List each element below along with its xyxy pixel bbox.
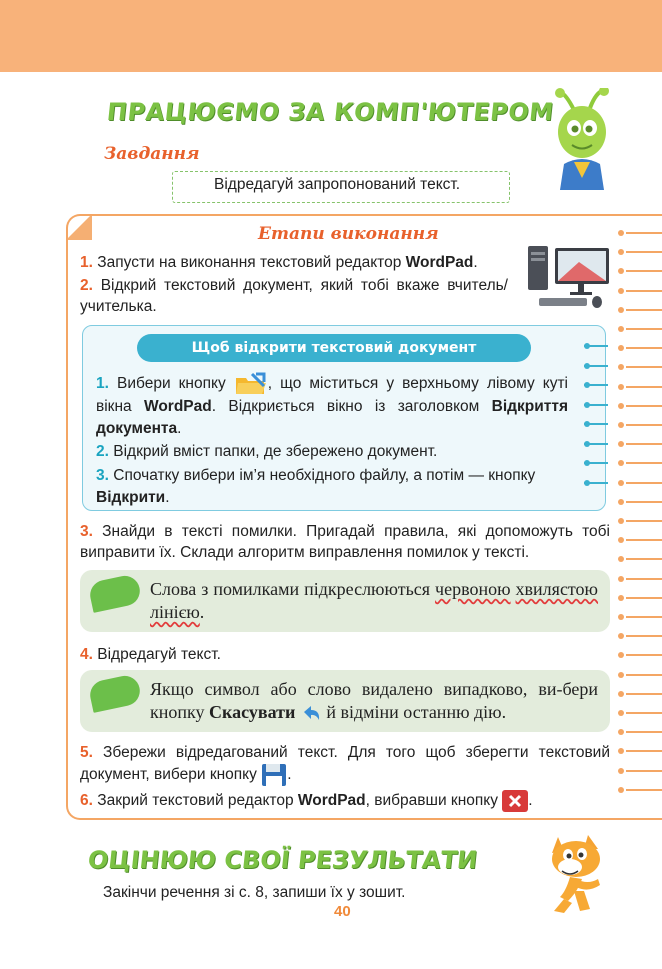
spiral-ring	[626, 693, 662, 695]
spiral-ring	[626, 674, 662, 676]
spiral-ring	[626, 539, 662, 541]
spiral-hole	[618, 787, 624, 793]
spiral-ring	[626, 386, 662, 388]
tip-box-2	[80, 670, 610, 732]
spiral-ring	[626, 290, 662, 292]
spiral-ring	[626, 501, 662, 503]
step-6: 6. Закрий текстовий редактор WordPad, вибравши кнопку .	[80, 790, 610, 812]
inner-spiral-ring	[584, 423, 608, 425]
tip-box-1	[80, 570, 610, 632]
undo-icon	[300, 704, 322, 724]
stages-title: Етапи виконання	[258, 224, 439, 244]
task-label: Завдання	[104, 144, 200, 164]
spiral-hole	[618, 422, 624, 428]
spiral-hole	[618, 614, 624, 620]
spiral-ring	[626, 578, 662, 580]
spiral-ring	[626, 482, 662, 484]
step-3: 3. Знайди в тексті помилки. Пригадай правила, які допоможуть тобі виправити їх. Склади алгоритм виправлення помилок у тексті.	[80, 523, 610, 561]
wordpad-file-menu-icon	[234, 372, 268, 396]
spiral-ring	[626, 520, 662, 522]
spiral-hole	[618, 691, 624, 697]
spiral-ring	[626, 328, 662, 330]
spiral-ring	[626, 443, 662, 445]
spiral-ring	[626, 366, 662, 368]
open-document-title: Щоб відкрити текстовий документ	[137, 334, 531, 362]
spiral-ring	[626, 789, 662, 791]
open-item-1: 1. Вибери кнопку , що міститься у верхньому лівому куті вікна WordPad. Відкриється вікно із заголовком Відкриття документа.	[96, 372, 568, 439]
spiral-hole	[618, 518, 624, 524]
spiral-hole	[618, 307, 624, 313]
spiral-hole	[618, 384, 624, 390]
spiral-hole	[618, 288, 624, 294]
spiral-hole	[618, 576, 624, 582]
spiral-hole	[618, 403, 624, 409]
spiral-hole	[618, 499, 624, 505]
spiral-ring	[626, 347, 662, 349]
spiral-hole	[618, 710, 624, 716]
scratch-cat-illustration	[544, 827, 616, 915]
spiral-hole	[618, 326, 624, 332]
spiral-ring	[626, 462, 662, 464]
spiral-ring	[626, 251, 662, 253]
spiral-ring	[626, 750, 662, 752]
task-text: Відредагуй запропонований текст.	[214, 176, 461, 193]
spiral-hole	[618, 768, 624, 774]
step-1: 1. Запусти на виконання текстовий редактор WordPad.	[80, 254, 478, 271]
spiral-ring	[626, 270, 662, 272]
spiral-ring	[626, 424, 662, 426]
spiral-hole	[618, 595, 624, 601]
step-2: 2. Відкрий текстовий документ, який тобі вкаже вчитель/учителька.	[80, 277, 508, 315]
spiral-ring	[626, 232, 662, 234]
spiral-hole	[618, 480, 624, 486]
step-5: 5. Збережи відредагований текст. Для того щоб зберегти текстовий документ, вибери кнопку .	[80, 742, 610, 787]
open-item-2: 2. Відкрий вміст папки, де збережено документ.	[96, 443, 438, 460]
spiral-ring	[626, 770, 662, 772]
step-4: 4. Відредагуй текст.	[80, 646, 221, 663]
tip-1-text: Слова з помилками підкреслюються червоною хвилястою лінією.	[150, 579, 599, 622]
alien-character-illustration	[552, 88, 614, 190]
results-heading: ОЦІНЮЮ СВОЇ РЕЗУЛЬТАТИ	[86, 846, 479, 874]
tip-2-text: Якщо символ або слово видалено випадково, ви-бери кнопку Скасувати й відміни останню дію.	[150, 679, 598, 722]
spiral-hole	[618, 230, 624, 236]
inner-spiral-ring	[584, 462, 608, 464]
inner-spiral-ring	[584, 404, 608, 406]
results-text: Закінчи речення зі с. 8, запиши їх у зошит.	[103, 884, 406, 901]
close-icon	[502, 790, 528, 812]
spiral-ring	[626, 597, 662, 599]
inner-spiral-ring	[584, 345, 608, 347]
spiral-ring	[626, 309, 662, 311]
open-item-3: 3. Спочатку вибери ім’я необхідного файлу, а потім — кнопку Відкрити.	[96, 467, 536, 506]
spiral-ring	[626, 616, 662, 618]
spiral-ring	[626, 558, 662, 560]
leaf-icon	[87, 673, 142, 713]
inner-spiral-ring	[584, 443, 608, 445]
top-color-band	[0, 0, 662, 72]
spiral-hole	[618, 672, 624, 678]
leaf-icon	[87, 573, 142, 613]
save-icon	[261, 763, 287, 787]
inner-spiral-ring	[584, 384, 608, 386]
work-heading: ПРАЦЮЄМО ЗА КОМП'ЮТЕРОМ	[105, 98, 556, 126]
inner-spiral-ring	[584, 482, 608, 484]
page-number: 40	[334, 903, 351, 920]
inner-spiral-ring	[584, 365, 608, 367]
spiral-ring	[626, 712, 662, 714]
spiral-ring	[626, 654, 662, 656]
computer-icon	[527, 244, 611, 310]
spiral-ring	[626, 731, 662, 733]
spiral-ring	[626, 635, 662, 637]
spiral-ring	[626, 405, 662, 407]
